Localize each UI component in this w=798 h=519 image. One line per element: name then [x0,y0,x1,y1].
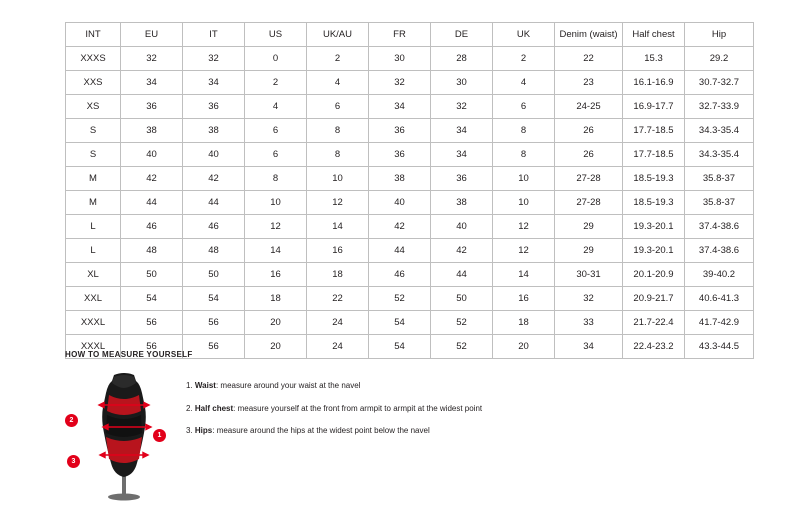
size-label-cell: XL [66,263,121,287]
size-value-cell: 46 [369,263,431,287]
table-row [66,239,754,263]
size-value-cell: 44 [121,191,183,215]
size-value-cell: 32 [431,95,493,119]
measure-note [186,381,482,391]
size-value-cell: 56 [121,311,183,335]
table-column-header: UK [493,23,555,47]
size-value-cell: 54 [121,287,183,311]
size-value-cell: 56 [183,335,245,359]
size-value-cell: 54 [369,311,431,335]
size-value-cell: 43.3-44.5 [685,335,754,359]
size-value-cell: 20 [245,335,307,359]
measure-note-index: 2. [186,403,193,413]
size-value-cell: 8 [307,143,369,167]
measure-note [186,426,482,436]
table-row [66,263,754,287]
size-value-cell: 40.6-41.3 [685,287,754,311]
table-column-header: UK/AU [307,23,369,47]
size-value-cell: 23 [555,71,623,95]
size-value-cell: 16 [307,239,369,263]
size-value-cell: 36 [431,167,493,191]
size-value-cell: 34 [183,71,245,95]
size-value-cell: 26 [555,143,623,167]
table-column-header: US [245,23,307,47]
size-value-cell: 32.7-33.9 [685,95,754,119]
size-label-cell: L [66,215,121,239]
size-value-cell: 12 [493,215,555,239]
size-value-cell: 35.8-37 [685,191,754,215]
size-value-cell: 19.3-20.1 [623,215,685,239]
size-value-cell: 50 [431,287,493,311]
size-table-container [65,22,740,359]
size-value-cell: 36 [183,95,245,119]
mannequin-illustration [87,371,161,501]
measure-note-text: : measure around the hips at the widest point below the navel [212,426,430,436]
size-value-cell: 4 [245,95,307,119]
size-value-cell: 21.7-22.4 [623,311,685,335]
size-value-cell: 40 [183,143,245,167]
measure-note [186,404,482,414]
size-value-cell: 30 [369,47,431,71]
size-value-cell: 44 [431,263,493,287]
size-value-cell: 42 [431,239,493,263]
size-value-cell: 6 [245,119,307,143]
size-value-cell: 22 [555,47,623,71]
size-value-cell: 28 [431,47,493,71]
size-label-cell: S [66,143,121,167]
table-row [66,47,754,71]
size-value-cell: 16 [493,287,555,311]
size-value-cell: 42 [369,215,431,239]
table-header [66,23,754,47]
size-value-cell: 24 [307,335,369,359]
size-label-cell: L [66,239,121,263]
size-value-cell: 38 [121,119,183,143]
size-value-cell: 52 [369,287,431,311]
size-value-cell: 8 [307,119,369,143]
size-value-cell: 14 [307,215,369,239]
measure-note-text: : measure around your waist at the navel [215,381,361,390]
size-value-cell: 16 [245,263,307,287]
size-value-cell: 37.4-38.6 [685,239,754,263]
measure-notes-list [180,371,482,449]
size-value-cell: 52 [431,335,493,359]
size-value-cell: 18 [307,263,369,287]
table-row [66,119,754,143]
size-value-cell: 54 [369,335,431,359]
size-value-cell: 10 [307,167,369,191]
size-value-cell: 34 [369,95,431,119]
size-value-cell: 34.3-35.4 [685,119,754,143]
size-label-cell: M [66,167,121,191]
size-label-cell: M [66,191,121,215]
size-value-cell: 2 [245,71,307,95]
size-value-cell: 24-25 [555,95,623,119]
size-value-cell: 34 [121,71,183,95]
size-value-cell: 38 [431,191,493,215]
size-value-cell: 22 [307,287,369,311]
measure-badge-1: 1 [153,429,166,442]
size-value-cell: 32 [121,47,183,71]
size-value-cell: 16.1-16.9 [623,71,685,95]
size-value-cell: 30 [431,71,493,95]
size-value-cell: 24 [307,311,369,335]
size-value-cell: 40 [369,191,431,215]
size-value-cell: 18.5-19.3 [623,191,685,215]
size-value-cell: 6 [307,95,369,119]
table-row [66,311,754,335]
size-value-cell: 17.7-18.5 [623,119,685,143]
table-column-header: Denim (waist) [555,23,623,47]
measure-note-index: 3. [186,426,193,436]
size-value-cell: 6 [493,95,555,119]
size-value-cell: 36 [369,143,431,167]
table-column-header: Half chest [623,23,685,47]
size-value-cell: 38 [369,167,431,191]
size-value-cell: 54 [183,287,245,311]
size-value-cell: 32 [369,71,431,95]
size-value-cell: 20 [493,335,555,359]
table-row [66,287,754,311]
size-value-cell: 20.9-21.7 [623,287,685,311]
mannequin-figure-container [65,371,180,501]
size-value-cell: 48 [183,239,245,263]
size-value-cell: 0 [245,47,307,71]
size-value-cell: 33 [555,311,623,335]
size-value-cell: 36 [121,95,183,119]
measure-note-term: Half chest [194,403,234,413]
table-column-header: Hip [685,23,754,47]
size-label-cell: XXXL [66,335,121,359]
measure-badge-2: 2 [65,414,78,427]
size-value-cell: 12 [307,191,369,215]
size-value-cell: 34.3-35.4 [685,143,754,167]
size-value-cell: 48 [121,239,183,263]
size-value-cell: 42 [183,167,245,191]
table-body [66,47,754,359]
size-value-cell: 14 [493,263,555,287]
how-to-measure-section [65,350,765,501]
table-column-header: FR [369,23,431,47]
size-value-cell: 12 [493,239,555,263]
size-value-cell: 35.8-37 [685,167,754,191]
size-value-cell: 39-40.2 [685,263,754,287]
size-value-cell: 37.4-38.6 [685,215,754,239]
size-value-cell: 10 [493,191,555,215]
size-value-cell: 40 [431,215,493,239]
size-value-cell: 16.9-17.7 [623,95,685,119]
size-value-cell: 44 [183,191,245,215]
size-value-cell: 46 [183,215,245,239]
size-value-cell: 14 [245,239,307,263]
size-value-cell: 29 [555,239,623,263]
size-value-cell: 29 [555,215,623,239]
size-value-cell: 56 [121,335,183,359]
table-column-header: INT [66,23,121,47]
size-value-cell: 30-31 [555,263,623,287]
size-value-cell: 26 [555,119,623,143]
size-value-cell: 42 [121,167,183,191]
size-value-cell: 12 [245,215,307,239]
table-row [66,167,754,191]
table-header-row [66,23,754,47]
size-value-cell: 34 [431,143,493,167]
size-value-cell: 46 [121,215,183,239]
size-value-cell: 56 [183,311,245,335]
how-to-measure-body [65,371,765,501]
size-value-cell: 18 [245,287,307,311]
size-value-cell: 18 [493,311,555,335]
size-value-cell: 29.2 [685,47,754,71]
size-value-cell: 32 [183,47,245,71]
size-value-cell: 6 [245,143,307,167]
size-value-cell: 34 [431,119,493,143]
size-label-cell: XXXL [66,311,121,335]
measure-note-term: Waist [194,381,216,390]
size-label-cell: XS [66,95,121,119]
size-value-cell: 27-28 [555,167,623,191]
size-value-cell: 2 [307,47,369,71]
size-value-cell: 10 [245,191,307,215]
size-conversion-table [65,22,754,359]
size-value-cell: 41.7-42.9 [685,311,754,335]
size-value-cell: 18.5-19.3 [623,167,685,191]
size-value-cell: 20.1-20.9 [623,263,685,287]
size-value-cell: 8 [493,119,555,143]
size-value-cell: 2 [493,47,555,71]
size-value-cell: 36 [369,119,431,143]
table-column-header: EU [121,23,183,47]
table-row [66,191,754,215]
size-value-cell: 19.3-20.1 [623,239,685,263]
size-value-cell: 34 [555,335,623,359]
table-column-header: IT [183,23,245,47]
size-value-cell: 20 [245,311,307,335]
size-value-cell: 38 [183,119,245,143]
measure-badge-3: 3 [67,455,80,468]
table-column-header: DE [431,23,493,47]
size-value-cell: 4 [493,71,555,95]
size-value-cell: 10 [493,167,555,191]
table-row [66,71,754,95]
size-value-cell: 27-28 [555,191,623,215]
size-value-cell: 32 [555,287,623,311]
size-value-cell: 40 [121,143,183,167]
size-value-cell: 4 [307,71,369,95]
size-label-cell: S [66,119,121,143]
size-label-cell: XXXS [66,47,121,71]
size-value-cell: 15.3 [623,47,685,71]
measure-note-term: Hips [194,426,213,436]
size-value-cell: 50 [183,263,245,287]
size-label-cell: XXL [66,287,121,311]
size-value-cell: 22.4-23.2 [623,335,685,359]
measure-note-text: : measure yourself at the front from armpit to armpit at the widest point [233,403,483,413]
table-row [66,95,754,119]
size-value-cell: 44 [369,239,431,263]
size-value-cell: 52 [431,311,493,335]
size-label-cell: XXS [66,71,121,95]
table-row [66,143,754,167]
table-row [66,215,754,239]
size-value-cell: 30.7-32.7 [685,71,754,95]
how-to-measure-title: HOW TO MEASURE YOURSELF [65,350,193,359]
measure-note-index: 1. [186,381,193,390]
size-value-cell: 8 [493,143,555,167]
size-value-cell: 17.7-18.5 [623,143,685,167]
size-value-cell: 50 [121,263,183,287]
size-value-cell: 8 [245,167,307,191]
